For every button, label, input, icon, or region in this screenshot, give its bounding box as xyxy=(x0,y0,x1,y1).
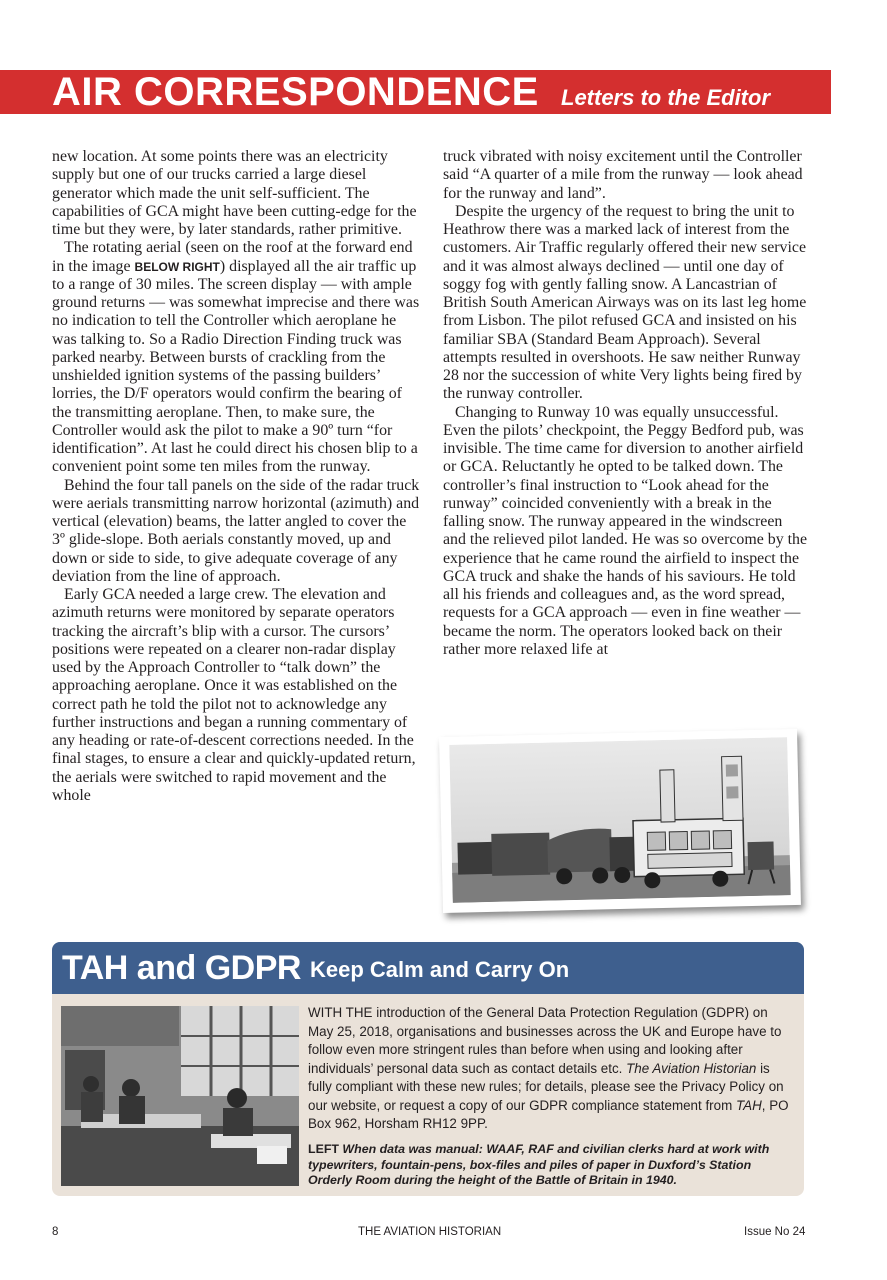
paragraph: Changing to Runway 10 was equally unsuccessful. Even the pilots’ checkpoint, the Peggy Bedford pub, was invisible. The time came for diversion to another airfield or GCA. Reluctantly he opted to be talked down. The controller’s final instruction to “Look ahead for the runway” coincided conveniently with a break in the falling snow. The runway appeared in the windscreen and the relieved pilot landed. He was so overcome by the experience that he came round the airfield to inspect the GCA truck and shake the hands of his saviours. He told all his friends and colleagues and, as the word spread, requests for a GCA approach — even in fine weather — became the norm. The operators looked back on their rather more relaxed life at xyxy=(443,403,808,658)
issue-number: Issue No 24 xyxy=(744,1226,806,1238)
section-title: AIR CORRESPONDENCE xyxy=(52,70,539,114)
paragraph: truck vibrated with noisy excitement until the Controller said “A quarter of a mile from the runway — look ahead for the runway and land”. xyxy=(443,148,803,202)
caption-label: LEFT xyxy=(308,1142,339,1156)
gdpr-notice-box xyxy=(52,942,804,1196)
photo-caption xyxy=(308,1142,796,1189)
gdpr-body-text xyxy=(308,1004,796,1134)
gdpr-text: , PO Box 962, Horsham RH12 9PP. xyxy=(308,1097,789,1131)
publication-abbrev: TAH xyxy=(735,1097,762,1113)
gca-truck-photo xyxy=(439,729,801,913)
caption-text: When data was manual: WAAF, RAF and civilian clerks hard at work with typewriters, fountain-pens, box-files and piles of paper in Duxford’s Station Orderly Room during the height of the Battle of Britain in 1940. xyxy=(308,1142,770,1187)
paragraph: new location. At some points there was an electricity supply but one of our trucks carried a large diesel generator which made the unit self-sufficient. The capabilities of GCA might have been cutting-edge for the time but they were, by later standards, rather primitive. xyxy=(52,148,417,238)
section-subtitle: Letters to the Editor xyxy=(561,85,771,110)
article-left-column xyxy=(52,148,422,805)
orderly-room-photo xyxy=(61,1006,299,1186)
publication-name: The Aviation Historian xyxy=(626,1060,757,1076)
gca-truck-image xyxy=(449,737,790,903)
image-reference: BELOW RIGHT xyxy=(134,259,220,274)
gdpr-text: WITH THE introduction of the General Data Protection Regulation (GDPR) on May 25, 2018, organisations and businesses across the UK and Europe have to follow even more stringent rules than before when using and looking after individuals’ personal data such as contact details etc. xyxy=(308,1005,782,1076)
gdpr-title-bar xyxy=(52,942,804,994)
paragraph-text: ) displayed all the air traffic up to a range of 30 miles. The screen display — with ample ground returns — was somewhat imprecise and there was no indication to tell the Controller which aeroplane he was talking to. So a Radio Direction Finding truck was parked nearby. Between bursts of crackling from the unshielded ignition systems of the passing builders’ lorries, the D/F operators would confirm the bearing of the transmitting aeroplane. Then, to make sure, the Controller would ask the pilot to make a 90º turn “for identification”. At last he could direct his chosen blip to a convenient point some ten miles from the runway. xyxy=(52,257,420,476)
paragraph: Despite the urgency of the request to bring the unit to Heathrow there was a marked lack of interest from the customers. Air Traffic regularly offered their new service and it was almost always declined — until one day of soggy fog with gently falling snow. A Lancastrian of British South American Airways was on its last leg home from Lisbon. The pilot refused GCA and insisted on his familiar SBA (Standard Beam Approach). Several attempts resulted in overshoots. He saw neither Runway 28 nor the succession of white Very lights being fired by the runway controller. xyxy=(443,202,807,403)
paragraph-text: The rotating aerial (seen on the roof at the forward end in the image xyxy=(52,239,413,275)
magazine-name: THE AVIATION HISTORIAN xyxy=(358,1226,502,1238)
paragraph: Early GCA needed a large crew. The elevation and azimuth returns were monitored by separate operators tracking the aircraft’s blip with a cursor. The cursors’ positions were repeated on a clearer non-radar display used by the Approach Controller to “talk down” the approaching aeroplane. Once it was established on the correct path he told the pilot not to acknowledge any further instructions and began a running commentary of any heading or rate-of-descent corrections needed. In the final stages, to ensure a clear and quickly-updated return, the aerials were switched to rapid movement and the whole xyxy=(52,586,416,804)
gdpr-subheading: Keep Calm and Carry On xyxy=(310,957,570,982)
gdpr-text: is fully compliant with these new rules; for details, please see the Privacy Policy on our website, or request a copy of our GDPR compliance statement from xyxy=(308,1060,784,1113)
paragraph xyxy=(52,239,422,476)
page-number: 8 xyxy=(52,1226,59,1238)
paragraph: Behind the four tall panels on the side of the radar truck were aerials transmitting narrow horizontal (azimuth) and vertical (elevation) beams, the latter angled to cover the 3º glide-slope. Both aerials constantly moved, up and down or side to side, to give adequate coverage of any deviation from the line of approach. xyxy=(52,476,420,585)
gdpr-heading: TAH and GDPR xyxy=(62,949,301,987)
section-header-bar xyxy=(0,70,831,114)
article-right-column xyxy=(443,148,808,659)
